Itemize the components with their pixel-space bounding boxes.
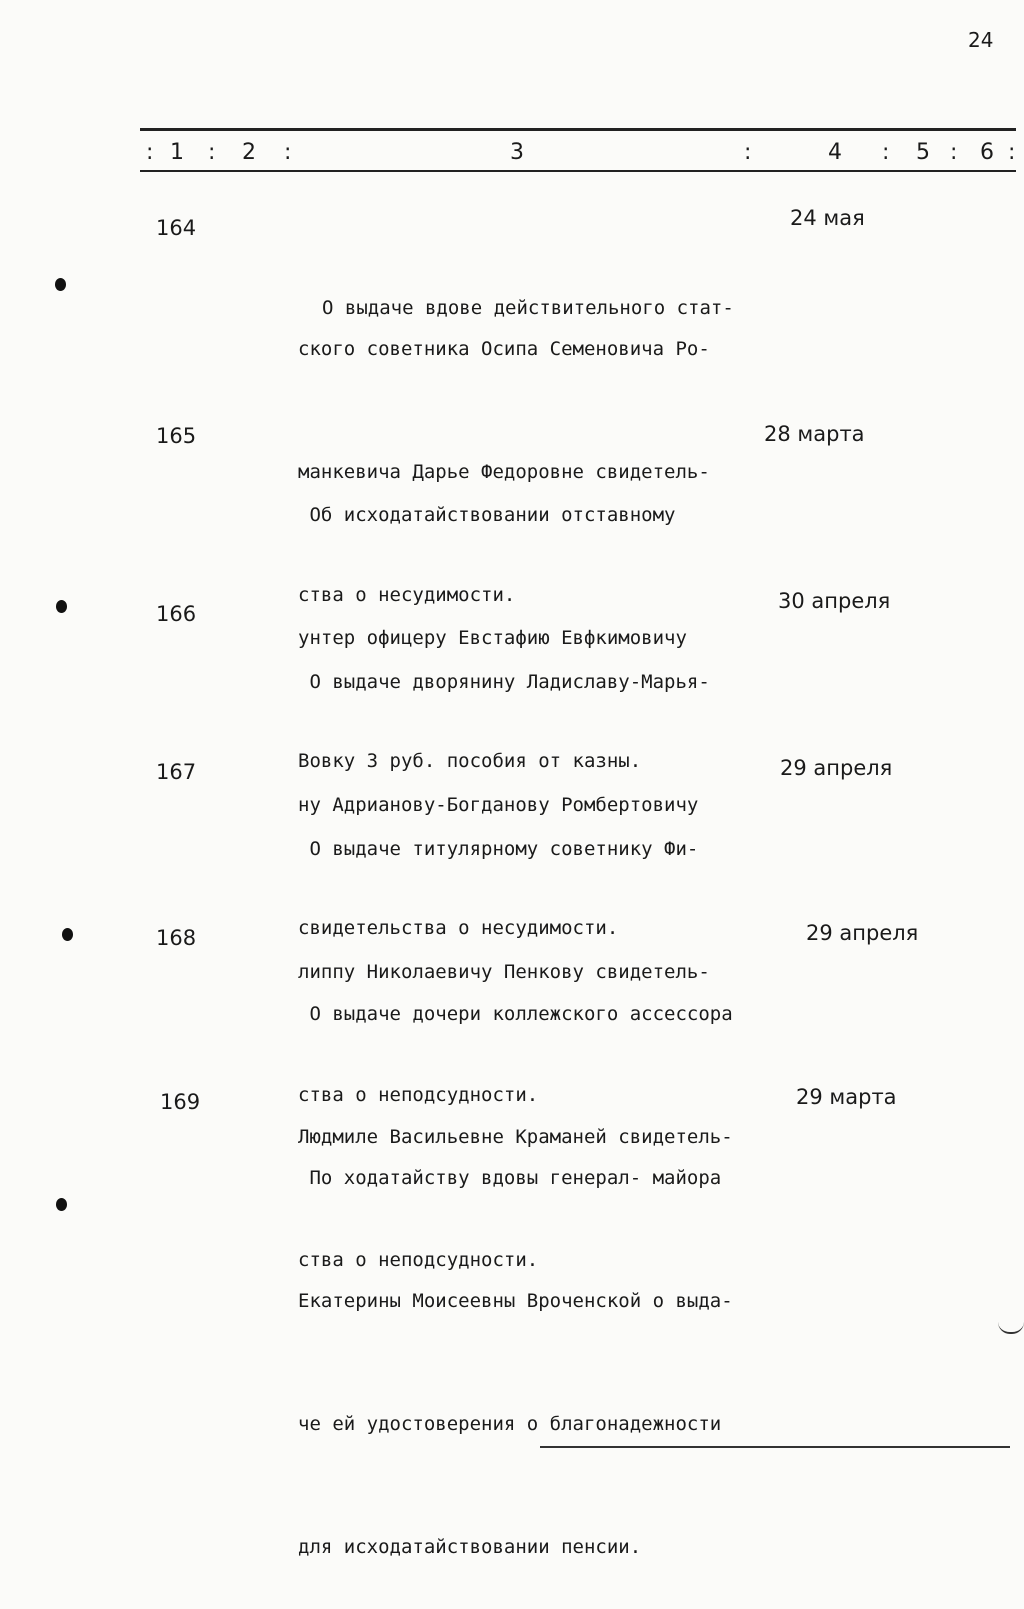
entry-line: ства о неподсудности. bbox=[298, 1249, 539, 1271]
column-separator: : bbox=[146, 140, 154, 165]
entry-number: 167 bbox=[156, 760, 197, 784]
entry-line: Вовку 3 руб. пособия от казны. bbox=[298, 750, 642, 772]
page-number: 24 bbox=[968, 28, 994, 52]
punch-hole-mark bbox=[56, 1198, 67, 1211]
entry-line: ну Адрианову-Богданову Ромбертовичу bbox=[298, 794, 699, 816]
entry-line: ского советника Осипа Семеновича Ро- bbox=[298, 338, 710, 360]
column-header-1: 1 bbox=[170, 140, 185, 165]
entry-line: для исходатайствовании пенсии. bbox=[298, 1536, 642, 1558]
column-separator: : bbox=[1008, 140, 1016, 165]
entry-number: 165 bbox=[156, 424, 197, 448]
entry-number: 168 bbox=[156, 926, 197, 950]
header-top-rule bbox=[140, 128, 1016, 131]
entry-line: О выдаче дворянину Ладиславу-Марья- bbox=[298, 671, 710, 693]
column-separator: : bbox=[284, 140, 292, 165]
entry-line: О выдаче дочери коллежского ассессора bbox=[298, 1003, 733, 1025]
punch-hole-mark bbox=[55, 278, 66, 291]
entry-number: 166 bbox=[156, 602, 197, 626]
punch-hole-mark bbox=[56, 600, 67, 613]
column-header-2: 2 bbox=[242, 140, 257, 165]
entry-line: ства о неподсудности. bbox=[298, 1084, 539, 1106]
entry-line: манкевича Дарье Федоровне свидетель- bbox=[298, 461, 710, 483]
column-separator: : bbox=[208, 140, 216, 165]
column-separator: : bbox=[950, 140, 958, 165]
entry-date: 29 апреля bbox=[806, 921, 919, 945]
entry-date: 29 марта bbox=[796, 1085, 897, 1109]
header-bottom-rule bbox=[140, 170, 1016, 172]
entry-text bbox=[298, 1076, 798, 1609]
punch-hole-mark bbox=[62, 928, 73, 941]
entry-line: По ходатайству вдовы генерал- майора bbox=[298, 1167, 722, 1189]
column-header-5: 5 bbox=[916, 140, 931, 165]
entry-line: ства о несудимости. bbox=[298, 584, 516, 606]
entry-line: свидетельства о несудимости. bbox=[298, 917, 619, 939]
entry-line: унтер офицеру Евстафию Евфкимовичу bbox=[298, 627, 687, 649]
entry-date: 30 апреля bbox=[778, 589, 891, 613]
entry-line: Людмиле Васильевне Краманей свидетель- bbox=[298, 1126, 733, 1148]
column-header-3: 3 bbox=[510, 140, 525, 165]
entry-line: че ей удостоверения о благонадежности bbox=[298, 1413, 722, 1435]
entry-line: Об исходатайствовании отставному bbox=[298, 504, 676, 526]
entry-date: 24 мая bbox=[790, 206, 865, 230]
column-header-6: 6 bbox=[980, 140, 995, 165]
page-bottom-rule bbox=[540, 1446, 1010, 1448]
entry-date: 29 апреля bbox=[780, 756, 893, 780]
entry-line: липпу Николаевичу Пенкову свидетель- bbox=[298, 961, 710, 983]
column-header-4: 4 bbox=[828, 140, 843, 165]
entry-line: О выдаче титулярному советнику Фи- bbox=[298, 838, 699, 860]
entry-line: О выдаче вдове действительного стат- bbox=[322, 297, 734, 319]
entry-number: 164 bbox=[156, 216, 197, 240]
column-separator: : bbox=[744, 140, 752, 165]
entry-number: 169 bbox=[160, 1090, 201, 1114]
entry-date: 28 марта bbox=[764, 422, 865, 446]
entry-line: Екатерины Моисеевны Вроченской о выда- bbox=[298, 1290, 733, 1312]
page-edge-mark bbox=[998, 1322, 1024, 1334]
column-separator: : bbox=[882, 140, 890, 165]
